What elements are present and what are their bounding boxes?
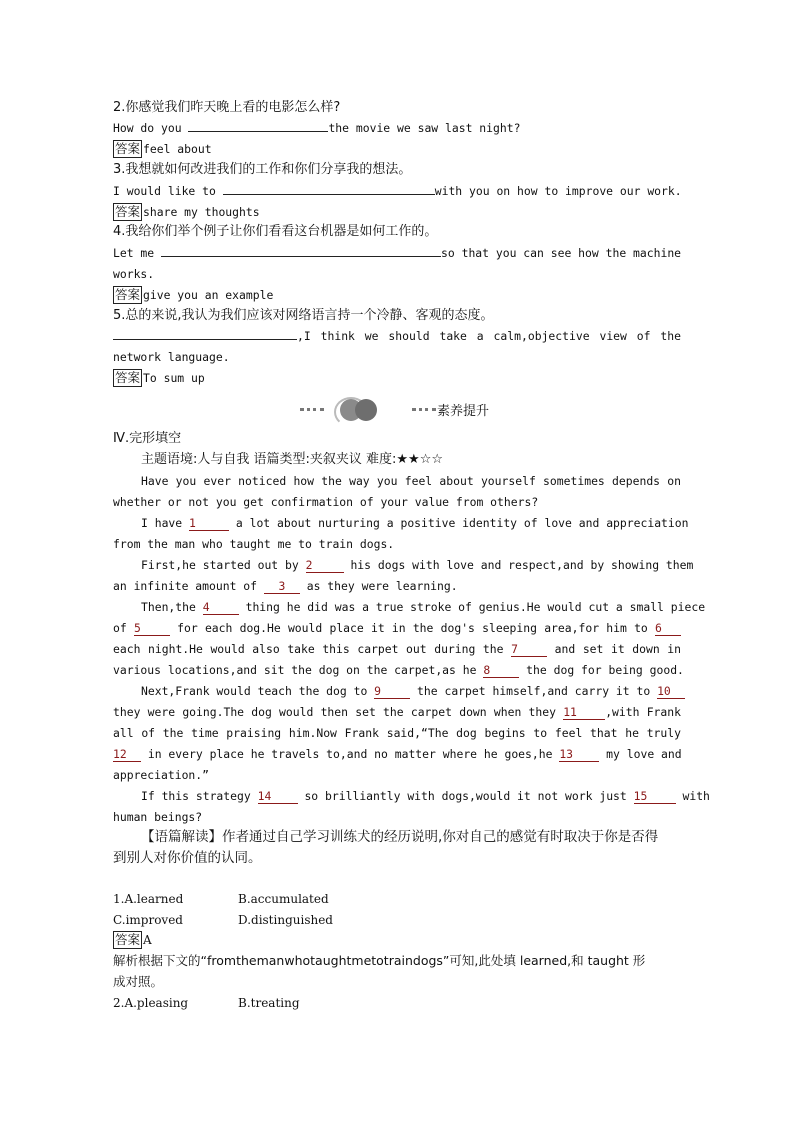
text-run: as they were learning.	[299, 579, 458, 593]
answer-tag: 答案	[115, 141, 141, 156]
mc2-option-a[interactable]: 2.A.pleasing	[113, 996, 189, 1010]
q3-answer: share my thoughts	[143, 205, 260, 219]
q3-sentence	[113, 181, 681, 201]
q4-sentence	[113, 243, 681, 263]
blank-6[interactable]: 6	[655, 622, 681, 636]
text-run: the carpet himself,and carry it to	[410, 684, 658, 698]
text-run: I have	[141, 516, 190, 530]
blank-4[interactable]: 4	[203, 601, 239, 615]
mc2-option-b[interactable]: B.treating	[238, 996, 300, 1010]
mc1-option-c[interactable]: C.improved	[113, 913, 183, 927]
passage-line	[141, 786, 710, 806]
q5-prompt: 5.总的来说,我认为我们应该对网络语言持一个冷静、客观的态度。	[113, 308, 494, 323]
blank-12[interactable]: 12	[113, 748, 141, 762]
blank-5[interactable]: 5	[134, 622, 170, 636]
q2-blank[interactable]	[188, 119, 328, 132]
mc1-options-row1	[113, 889, 681, 909]
q2-answer: feel about	[143, 142, 212, 156]
q2-answer-line	[113, 139, 681, 159]
blank-3[interactable]: 3	[264, 580, 300, 594]
mc1-option-b[interactable]: B.accumulated	[238, 892, 329, 906]
answer-tag: 答案	[115, 932, 141, 947]
mc1-explanation-text: 根据下文的“fromthemanwhotaughtmetotraindogs”可知,此处填 learned,和 taught 形	[138, 953, 646, 968]
passage-line	[113, 618, 681, 638]
blank-15[interactable]: 15	[634, 790, 676, 804]
text-run: Then,the	[141, 600, 203, 614]
q3-answer-line	[113, 202, 681, 222]
q4-answer: give you an example	[143, 288, 274, 302]
q5-answer: To sum up	[143, 371, 205, 385]
text-run: and set it down in	[547, 642, 681, 656]
q4-blank[interactable]	[161, 244, 441, 257]
text-run: the dog for being good.	[519, 663, 684, 677]
passage-line	[141, 597, 706, 617]
mc1-option-d[interactable]: D.distinguished	[238, 913, 333, 927]
q5-answer-line	[113, 368, 681, 388]
mc1-answer: A	[143, 933, 152, 947]
text-run: thing he did was a true stroke of genius.He would cut a small piece	[238, 600, 706, 614]
blank-14[interactable]: 14	[258, 790, 298, 804]
answer-tag: 答案	[115, 287, 141, 302]
analysis-title: 【语篇解读】	[141, 829, 222, 845]
passage-line	[113, 660, 684, 680]
section-title: Ⅳ.完形填空	[113, 431, 182, 446]
passage-line	[113, 576, 681, 596]
blank-7[interactable]: 7	[511, 643, 547, 657]
text-run: they were going.The dog would then set the carpet down when they	[113, 705, 564, 719]
text-run: with	[675, 789, 710, 803]
blank-11[interactable]: 11	[563, 706, 605, 720]
passage-analysis	[141, 827, 681, 847]
blank-9[interactable]: 9	[374, 685, 410, 699]
mc2-options-row1	[113, 993, 681, 1013]
q4-before: Let me	[113, 246, 162, 260]
q4-after: so that you can see how the machine	[441, 246, 682, 260]
passage-meta: 主题语境:人与自我 语篇类型:夹叙夹议 难度:★★☆☆	[141, 452, 444, 467]
passage-line: whether or not you get confirmation of your value from others?	[113, 495, 539, 509]
text-run: his dogs with love and respect,and by showing them	[343, 558, 694, 572]
text-run: in every place he travels to,and no matter where he goes,he	[141, 747, 560, 761]
q5-sentence	[113, 326, 681, 346]
text-run: an infinite amount of	[113, 579, 264, 593]
q4-answer-line	[113, 285, 681, 305]
q2-after: the movie we saw last night?	[328, 121, 521, 135]
q2-prompt: 2.你感觉我们昨天晚上看的电影怎么样?	[113, 100, 341, 115]
blank-1[interactable]: 1	[189, 517, 229, 531]
text-run: a lot about nurturing a positive identity of love and appreciation	[229, 516, 689, 530]
mc1-options-row2	[113, 910, 681, 930]
passage-line: all of the time praising him.Now Frank said,“The dog begins to feel that he truly	[113, 726, 681, 740]
passage-line	[113, 639, 681, 659]
blank-2[interactable]: 2	[306, 559, 344, 573]
passage-line	[113, 702, 681, 722]
mc1-answer-line	[113, 930, 681, 950]
passage-line: human beings?	[113, 810, 203, 824]
blank-8[interactable]: 8	[483, 664, 519, 678]
q2-sentence	[113, 118, 681, 138]
passage-line	[113, 744, 681, 764]
q3-prompt: 3.我想就如何改进我们的工作和你们分享我的想法。	[113, 162, 412, 177]
text-run: my love and	[599, 747, 682, 761]
text-run: ,with Frank	[605, 705, 681, 719]
text-run: various locations,and sit the dog on the carpet,as he	[113, 663, 484, 677]
answer-tag: 答案	[115, 204, 141, 219]
passage-line: appreciation.”	[113, 768, 210, 782]
dotted-line-right	[412, 408, 436, 415]
q4-sentence-cont: works.	[113, 267, 155, 281]
q3-before: I would like to	[113, 184, 223, 198]
mc1-option-a[interactable]: 1.A.learned	[113, 892, 184, 906]
analysis-text: 作者通过自己学习训练犬的经历说明,你对自己的感觉有时取决于你是否得	[222, 829, 659, 845]
circle-icon	[355, 399, 377, 421]
answer-tag: 答案	[115, 370, 141, 385]
q5-sentence-cont: network language.	[113, 350, 230, 364]
mc1-explanation-cont: 成对照。	[113, 974, 164, 989]
passage-analysis-cont: 到别人对你价值的认同。	[113, 850, 262, 866]
passage-line	[141, 681, 681, 701]
text-run: for each dog.He would place it in the dog's sleeping area,for him to	[169, 621, 655, 635]
section-banner-decoration	[300, 397, 440, 423]
section-banner-title: 素养提升	[437, 404, 490, 419]
passage-line	[141, 555, 694, 575]
passage-line	[141, 513, 689, 533]
dotted-line-left	[300, 408, 324, 415]
q4-prompt: 4.我给你们举个例子让你们看看这台机器是如何工作的。	[113, 224, 438, 239]
text-run: so brilliantly with dogs,would it not work just	[297, 789, 634, 803]
q2-before: How do you	[113, 121, 189, 135]
blank-13[interactable]: 13	[559, 748, 599, 762]
text-run: each night.He would also take this carpet out during the	[113, 642, 512, 656]
q5-after: ,I think we should take a calm,objective view of the	[297, 329, 681, 343]
q3-after: with you on how to improve our work.	[434, 184, 682, 198]
text-run: of	[113, 621, 134, 635]
passage-line: Have you ever noticed how the way you feel about yourself sometimes depends on	[141, 474, 681, 488]
text-run: First,he started out by	[141, 558, 306, 572]
mc1-explanation	[113, 951, 681, 971]
jiexi-tag: 解析	[113, 953, 139, 968]
text-run: If this strategy	[141, 789, 258, 803]
blank-10[interactable]: 10	[657, 685, 685, 699]
q3-blank[interactable]	[223, 182, 435, 195]
q5-blank[interactable]	[113, 327, 297, 340]
text-run: Next,Frank would teach the dog to	[141, 684, 375, 698]
passage-line: from the man who taught me to train dogs.	[113, 537, 395, 551]
